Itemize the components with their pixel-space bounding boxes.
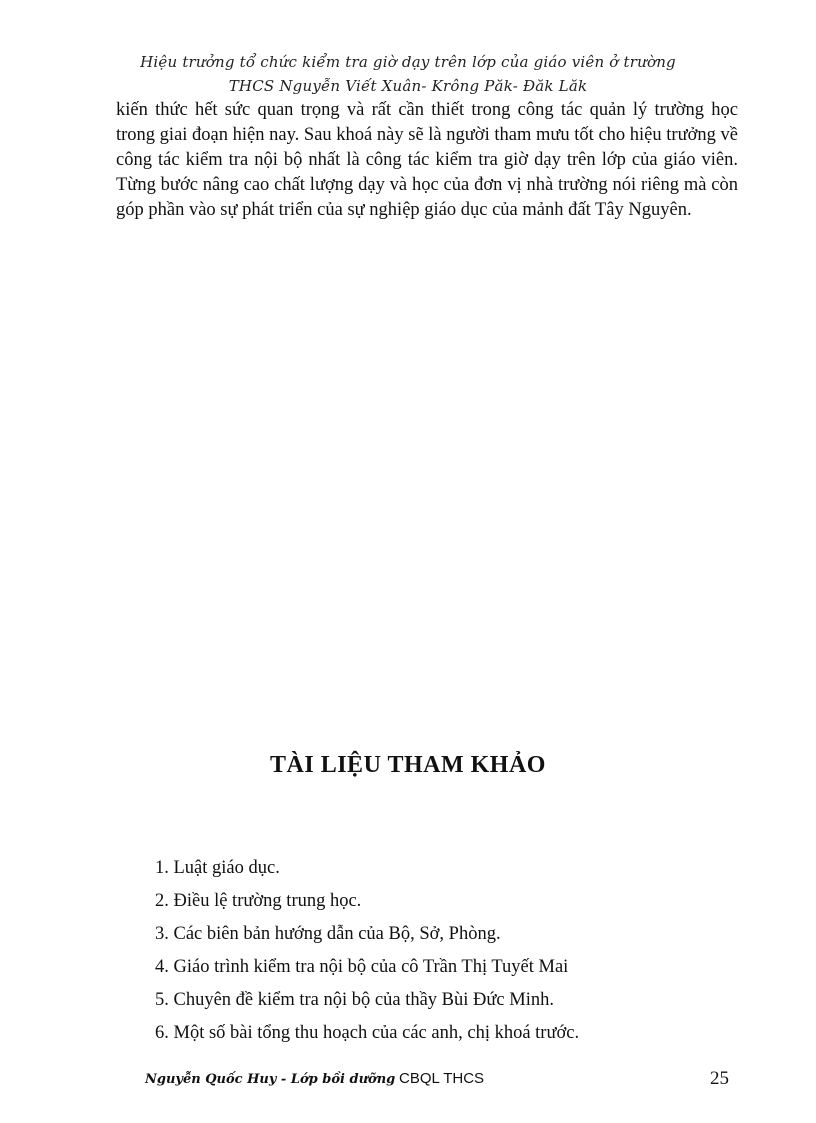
footer-author-name: Nguyễn Quốc Huy - Lớp bồi dưỡng (145, 1072, 396, 1087)
reference-item-4: 4. Giáo trình kiểm tra nội bộ của cô Trần Thị Tuyết Mai (155, 957, 569, 977)
running-header (0, 50, 816, 98)
references-list (155, 852, 715, 1050)
body-paragraph: kiến thức hết sức quan trọng và rất cần thiết trong công tác quản lý trường học trong giai đoạn hiện nay. Sau khoá này sẽ là người tham mưu tốt cho hiệu trưởng về công tác kiểm tra nội bộ nhất là công tác kiểm tra giờ dạy trên lớp của giáo viên. Từng bước nâng cao chất lượng dạy và học của đơn vị nhà trường nói riêng mà còn góp phần vào sự phát triển của sự nghiệp giáo dục của mảnh đất Tây Nguyên. (116, 100, 738, 220)
header-line-1: Hiệu trưởng tổ chức kiểm tra giờ dạy trên lớp của giáo viên ở trường (140, 53, 676, 71)
header-line-2: THCS Nguyễn Viết Xuân- Krông Păk- Đăk Lăk (228, 77, 588, 95)
references-title: TÀI LIỆU THAM KHẢO (270, 752, 546, 778)
reference-item-3: 3. Các biên bản hướng dẫn của Bộ, Sở, Phòng. (155, 924, 501, 944)
footer-author (145, 1070, 484, 1088)
reference-item-5: 5. Chuyên đề kiểm tra nội bộ của thầy Bùi Đức Minh. (155, 990, 554, 1010)
footer-course: CBQL THCS (399, 1070, 485, 1087)
reference-item-1: 1. Luật giáo dục. (155, 858, 280, 878)
reference-item-6: 6. Một số bài tổng thu hoạch của các anh, chị khoá trước. (155, 1023, 580, 1043)
reference-item-2: 2. Điều lệ trường trung học. (155, 891, 362, 911)
page-number: 25 (710, 1068, 729, 1089)
